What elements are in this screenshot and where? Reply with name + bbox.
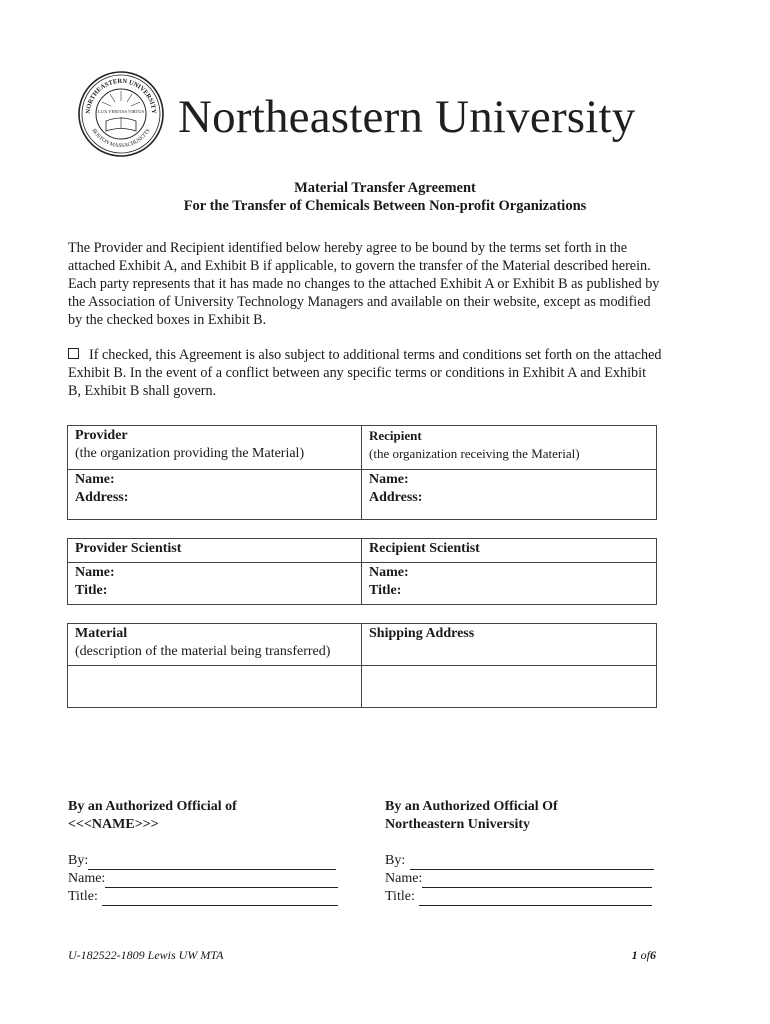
northeastern-name-line[interactable] (422, 873, 652, 888)
material-header-cell (68, 624, 362, 666)
provider-scientist-label: Provider Scientist (68, 539, 362, 563)
provider-signature-block (68, 798, 368, 906)
intro-line: the Association of University Technology Managers and available on their website, except as modified (68, 294, 651, 310)
provider-header-cell (68, 426, 362, 470)
recipient-scientist-cell[interactable] (362, 563, 657, 605)
page-number (600, 948, 656, 963)
recipient-scientist-name-label: Name: (369, 565, 409, 580)
northeastern-official-heading: By an Authorized Official Of (385, 799, 558, 814)
page-of: of (640, 948, 650, 962)
svg-text:LUX VERITAS VIRTUS: LUX VERITAS VIRTUS (98, 109, 144, 114)
northeastern-name: Northeastern University (385, 817, 531, 832)
northeastern-signature-block (385, 798, 685, 906)
northeastern-by-line[interactable] (410, 855, 654, 870)
recipient-header-cell (362, 426, 657, 470)
by-label: By: (68, 853, 89, 868)
material-label: Material (75, 626, 128, 641)
recipient-name-label: Name: (369, 472, 409, 487)
provider-address-label: Address: (75, 490, 129, 505)
university-seal-icon (78, 71, 164, 157)
provider-by-line[interactable] (88, 855, 336, 870)
provider-description: (the organization providing the Material) (75, 446, 305, 461)
provider-name-line[interactable] (105, 873, 338, 888)
material-entry-cell[interactable] (68, 666, 362, 708)
intro-paragraph (68, 239, 708, 329)
provider-scientist-title-label: Title: (75, 583, 108, 598)
provider-title-line[interactable] (102, 891, 338, 906)
svg-text:BOSTON MASSACHUSETTS: BOSTON MASSACHUSETTS (90, 127, 152, 150)
provider-scientist-name-label: Name: (75, 565, 115, 580)
intro-line: Each party represents that it has made no changes to the attached Exhibit A or Exhibit B as published by (68, 276, 660, 292)
recipient-scientist-title-label: Title: (369, 583, 402, 598)
intro-line: The Provider and Recipient identified below hereby agree to be bound by the terms set forth in the (68, 240, 628, 256)
shipping-address-label: Shipping Address (362, 624, 657, 666)
by-label: By: (385, 853, 406, 868)
northeastern-title-line[interactable] (419, 891, 652, 906)
recipient-scientist-label: Recipient Scientist (362, 539, 657, 563)
university-wordmark: Northeastern University (178, 91, 636, 143)
provider-official-heading: By an Authorized Official of (68, 799, 237, 814)
intro-line: by the checked boxes in Exhibit B. (68, 312, 267, 328)
provider-label: Provider (75, 428, 128, 443)
intro-line: attached Exhibit A, and Exhibit B if applicable, to govern the transfer of the Material described herein. (68, 258, 651, 274)
document-subtitle: For the Transfer of Chemicals Between Non-profit Organizations (183, 198, 587, 214)
recipient-address-label: Address: (369, 490, 423, 505)
scientists-table (67, 538, 657, 605)
title-label: Title: (385, 889, 415, 904)
material-description: (description of the material being transferred) (75, 644, 331, 659)
recipient-description: (the organization receiving the Material) (369, 446, 580, 461)
svg-text:NORTHEASTERN UNIVERSITY: NORTHEASTERN UNIVERSITY (84, 77, 158, 115)
exhibit-b-checkbox[interactable] (68, 348, 79, 359)
document-title: Material Transfer Agreement (294, 180, 476, 196)
page-current: 1 (631, 948, 638, 962)
recipient-details-cell[interactable] (362, 470, 657, 520)
provider-name-label: Name: (75, 472, 115, 487)
exhibit-b-clause (68, 346, 708, 400)
clause-line: If checked, this Agreement is also subject to additional terms and conditions set forth on the attached (89, 347, 662, 363)
page-total: 6 (650, 948, 656, 962)
title-label: Title: (68, 889, 98, 904)
clause-line: B, Exhibit B shall govern. (68, 383, 217, 399)
shipping-address-entry-cell[interactable] (362, 666, 657, 708)
document-id: U-182522-1809 Lewis UW MTA (68, 948, 224, 962)
provider-scientist-cell[interactable] (68, 563, 362, 605)
clause-line: Exhibit B. In the event of a conflict between any specific terms or conditions in Exhibit A and Exhibit (68, 365, 647, 381)
recipient-label: Recipient (369, 428, 422, 443)
parties-table (67, 425, 657, 520)
provider-name-placeholder: <<<NAME>>> (68, 817, 159, 832)
name-label: Name: (68, 871, 106, 886)
provider-details-cell[interactable] (68, 470, 362, 520)
name-label: Name: (385, 871, 423, 886)
material-table (67, 623, 657, 708)
